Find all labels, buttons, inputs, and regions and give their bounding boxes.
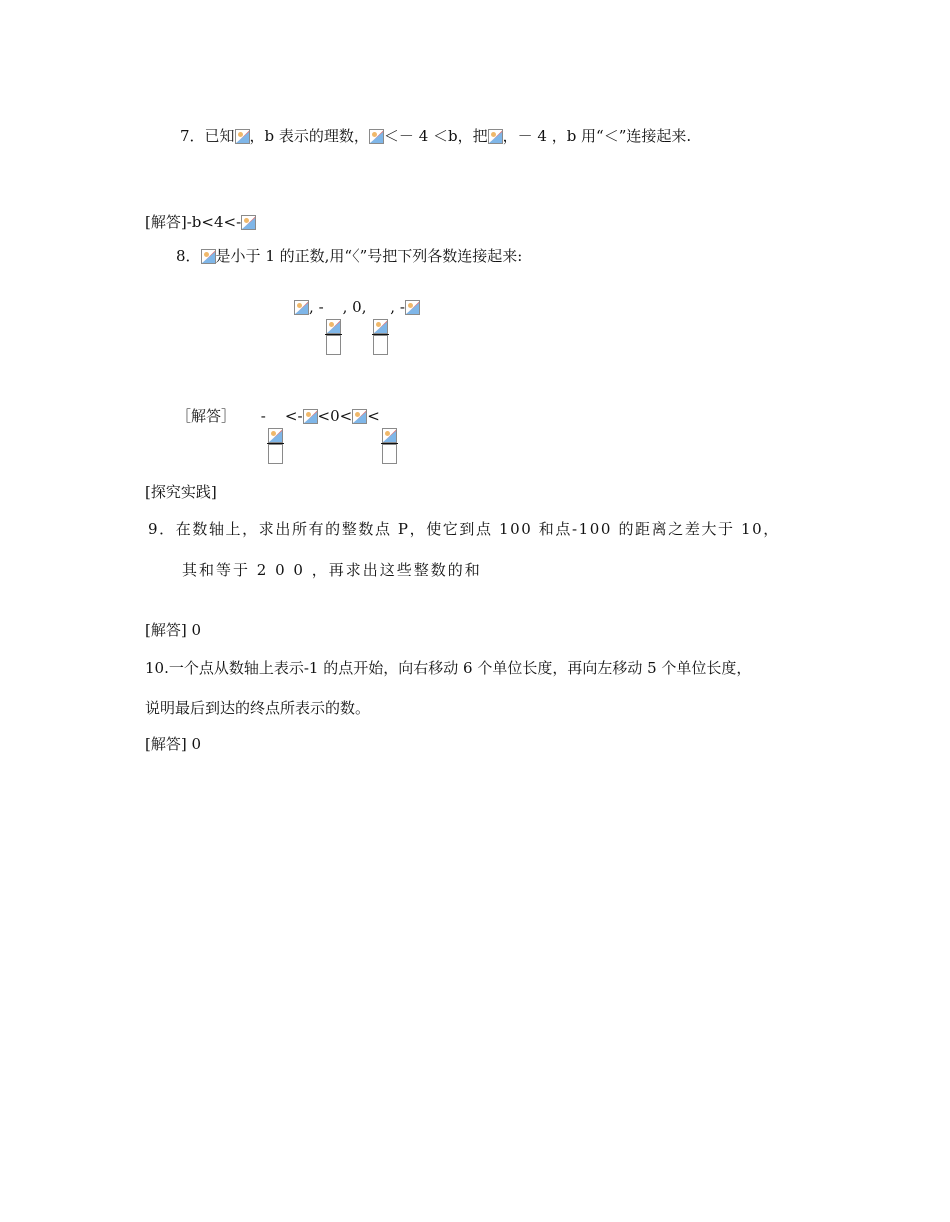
q7-text-1: 7．已知 [180, 127, 235, 145]
question-7 [180, 126, 691, 146]
broken-image-icon [268, 428, 283, 443]
answer-7 [145, 212, 256, 232]
broken-image-icon [369, 129, 384, 144]
q7-text-3: ＜－ 4 ＜b，把 [383, 127, 488, 145]
answer-label: ［解答］ [176, 407, 237, 425]
fraction [267, 428, 284, 464]
answer-9 [145, 620, 201, 640]
broken-image-icon [303, 409, 318, 424]
answer-10 [145, 734, 201, 754]
answer-9-value: 0 [191, 621, 202, 639]
answer-8 [176, 405, 399, 464]
section-heading: [探究实践] [145, 483, 217, 501]
broken-image-icon [382, 428, 397, 443]
question-10-line-1: 10.一个点从数轴上表示-1 的点开始，向右移动 6 个单位长度，再向左移动 5 个单位长度， [145, 659, 752, 677]
q8-number-list [294, 296, 420, 355]
q8-comma: , [309, 298, 314, 316]
answer-label: [解答] [145, 621, 187, 639]
answer-label: [解答] [145, 213, 187, 231]
minus-sign: - [318, 298, 324, 316]
broken-image-icon [294, 300, 309, 315]
answer-7-text: -b<4<- [186, 213, 242, 231]
broken-image-icon [326, 319, 341, 334]
fraction [381, 428, 398, 464]
broken-image-icon [235, 129, 250, 144]
a8-text-2: <0< [317, 407, 353, 425]
question-10-line-2: 说明最后到达的终点所表示的数。 [145, 699, 371, 717]
fraction [325, 319, 342, 355]
question-9-line-2: 其和等于 2 0 0 ，再求出这些整数的和 [182, 561, 482, 579]
broken-image-icon [488, 129, 503, 144]
question-9-line-1: 9．在数轴上，求出所有的整数点 P，使它到点 100 和点-100 的距离之差大于 10， [148, 520, 780, 538]
q7-text-4: ，－ 4 ，b 用“＜”连接起来. [502, 127, 692, 145]
answer-label: [解答] [145, 735, 187, 753]
q8-number: 8． [176, 247, 201, 265]
broken-image-icon [241, 215, 256, 230]
broken-image-icon [201, 249, 216, 264]
q8-zero: , 0, [342, 298, 367, 316]
q8-comma: , [390, 298, 396, 316]
fraction-denominator-box [382, 444, 397, 464]
q7-text-2: ，b 表示的理数， [249, 127, 369, 145]
q8-text: 是小于 1 的正数,用“〈”号把下列各数连接起来: [215, 247, 523, 265]
fraction [372, 319, 389, 355]
answer-10-value: 0 [191, 735, 202, 753]
broken-image-icon [373, 319, 388, 334]
a8-text-1: <- [284, 407, 303, 425]
fraction-denominator-box [326, 335, 341, 355]
broken-image-icon [405, 300, 420, 315]
minus-sign: - [260, 407, 266, 425]
fraction-denominator-box [268, 444, 283, 464]
question-8 [176, 246, 522, 266]
minus-sign: - [399, 298, 405, 316]
fraction-denominator-box [373, 335, 388, 355]
broken-image-icon [352, 409, 367, 424]
a8-text-3: < [367, 407, 380, 425]
